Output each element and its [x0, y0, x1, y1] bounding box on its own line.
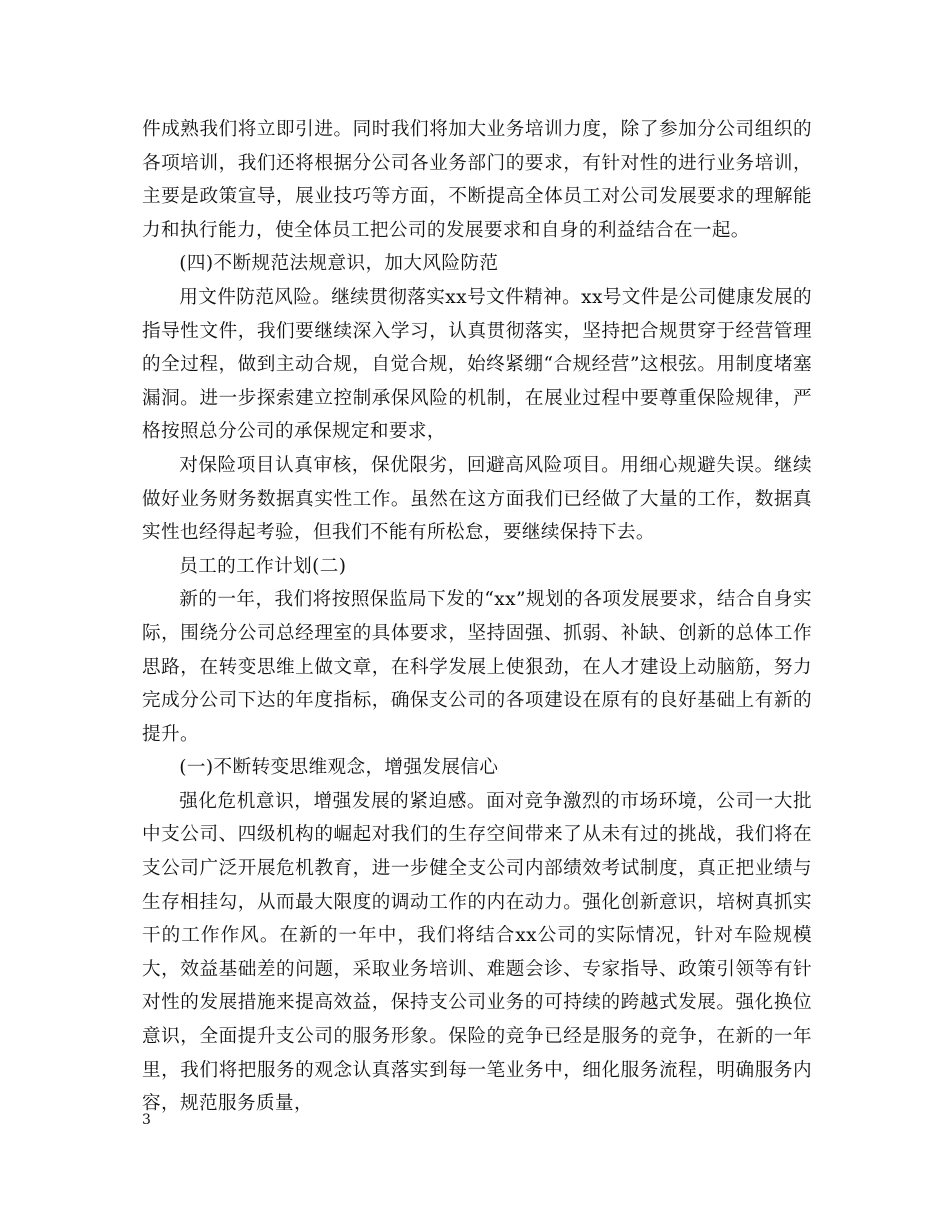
paragraph-continuation: 件成熟我们将立即引进。同时我们将加大业务培训力度，除了参加分公司组织的各项培训，我们还将根据分公司各业务部门的要求，有针对性的进行业务培训，主要是政策宣导，展业技巧等方面，不断提高全体员工对公司发展要求的理解能力和执行能力，使全体员工把公司的发展要求和自身的利益结合在一起。	[142, 119, 812, 241]
section-title-plan-2: 员工的工作计划(二)	[179, 555, 347, 577]
section-heading-1: (一)不断转变思维观念，增强发展信心	[179, 757, 499, 779]
paragraph-project-review: 对保险项目认真审核，保优限劣，回避高风险项目。用细心规避失误。继续做好业务财务数据真实性工作。虽然在这方面我们已经做了大量的工作，数据真实性也经得起考验，但我们不能有所松怠，要继续保持下去。	[142, 454, 812, 544]
paragraph-risk-prevention: 用文件防范风险。继续贯彻落实xx号文件精神。xx号文件是公司健康发展的指导性文件，我们要继续深入学习，认真贯彻落实，坚持把合规贯穿于经营管理的全过程，做到主动合规，自觉合规，始终紧绷“合规经营”这根弦。用制度堵塞漏洞。进一步探索建立控制承保风险的机制，在展业过程中要尊重保险规律，严格按照总分公司的承保规定和要求，	[142, 286, 812, 443]
section-heading-4: (四)不断规范法规意识，加大风险防范	[179, 253, 499, 275]
paragraph-crisis-awareness: 强化危机意识，增强发展的紧迫感。面对竞争激烈的市场环境，公司一大批中支公司、四级机构的崛起对我们的生存空间带来了从未有过的挑战，我们将在支公司广泛开展危机教育，进一步健全支公司内部绩效考试制度，真正把业绩与生存相挂勾，从而最大限度的调动工作的内在动力。强化创新意识，培树真抓实干的工作作风。在新的一年中，我们将结合xx公司的实际情况，针对车险规模大，效益基础差的问题，采取业务培训、难题会诊、专家指导、政策引领等有针对性的发展措施来提高效益，保持支公司业务的可持续的跨越式发展。强化换位意识，全面提升支公司的服务形象。保险的竞争已经是服务的竞争，在新的一年里，我们将把服务的观念认真落实到每一笔业务中，细化服务流程，明确服务内容，规范服务质量，	[142, 790, 812, 1115]
document-body	[142, 113, 812, 1121]
page-number: 3	[142, 1112, 151, 1128]
paragraph-new-year: 新的一年，我们将按照保监局下发的“xx”规划的各项发展要求，结合自身实际，围绕分公司总经理室的具体要求，坚持固强、抓弱、补缺、创新的总体工作思路，在转变思维上做文章，在科学发展上使狠劲，在人才建设上动脑筋，努力完成分公司下达的年度指标，确保支公司的各项建设在原有的良好基础上有新的提升。	[142, 589, 812, 745]
